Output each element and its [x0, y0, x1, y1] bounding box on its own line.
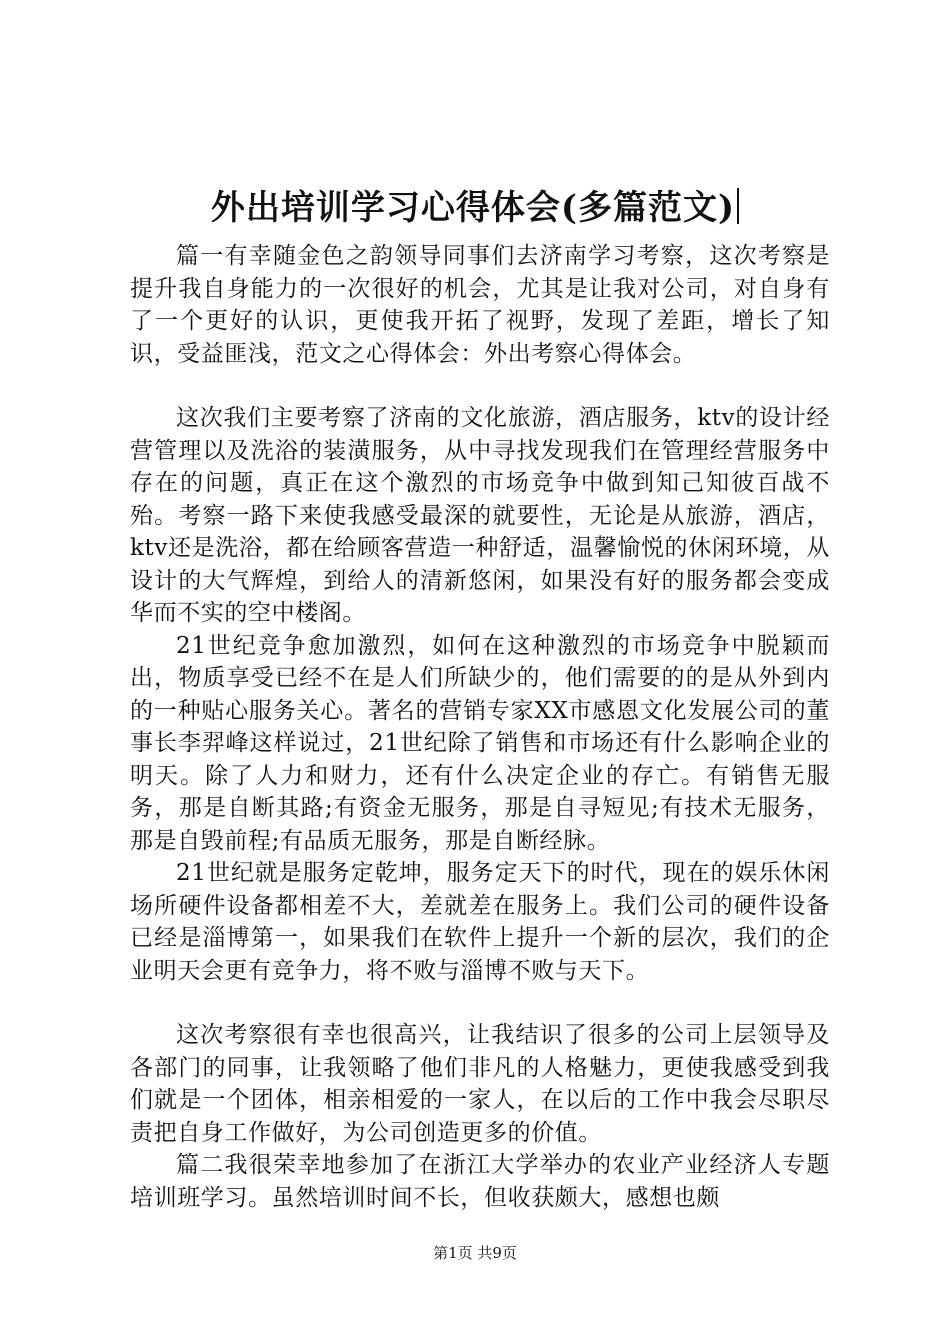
document-title-text: 外出培训学习心得体会(多篇范文): [210, 188, 736, 228]
text-cursor: [737, 188, 739, 224]
document-body: [130, 240, 830, 1214]
paragraph-gap: [130, 370, 830, 402]
page-footer: 第1页 共9页: [433, 1244, 517, 1262]
paragraph-6: 篇二我很荣幸地参加了在浙江大学举办的农业产业经济人专题培训班学习。虽然培训时间不长，但收获颇大，感想也颇: [130, 1152, 830, 1211]
paragraph-5: 这次考察很有幸也很高兴，让我结识了很多的公司上层领导及各部门的同事，让我领略了他们非凡的人格魅力，更使我感受到我们就是一个团体，相亲相爱的一家人，在以后的工作中我会尽职尽责把自身工作做好，为公司创造更多的价值。: [130, 1022, 830, 1146]
paragraph-1: 篇一有幸随金色之韵领导同事们去济南学习考察，这次考察是提升我自身能力的一次很好的机会，尤其是让我对公司，对自身有了一个更好的认识，更使我开拓了视野，发现了差距，增长了知识，受益匪浅，范文之心得体会：外出考察心得体会。: [130, 243, 830, 367]
paragraph-2: 这次我们主要考察了济南的文化旅游，酒店服务，ktv的设计经营管理以及洗浴的装潢服务，从中寻找发现我们在管理经营服务中存在的问题，真正在这个激烈的市场竞争中做到知己知彼百战不殆。考察一路下来使我感受最深的就要性，无论是从旅游，酒店，ktv还是洗浴，都在给顾客营造一种舒适，温馨愉悦的休闲环境，从设计的大气辉煌，到给人的清新悠闲，如果没有好的服务都会变成华而不实的空中楼阁。: [130, 405, 830, 626]
document-title: [0, 186, 950, 230]
paragraph-gap: [130, 987, 830, 1019]
paragraph-3: 21世纪竞争愈加激烈，如何在这种激烈的市场竞争中脱颖而出，物质享受已经不在是人们所缺少的，他们需要的的是从外到内的一种贴心服务关心。著名的营销专家XX市感恩文化发展公司的董事长李羿峰这样说过，21世纪除了销售和市场还有什么影响企业的明天。除了人力和财力，还有什么决定企业的存亡。有销售无服务，那是自断其路;有资金无服务，那是自寻短见;有技术无服务，那是自毁前程;有品质无服务，那是自断经脉。: [130, 632, 830, 854]
paragraph-4: 21世纪就是服务定乾坤，服务定天下的时代，现在的娱乐休闲场所硬件设备都相差不大，差就差在服务上。我们公司的硬件设备已经是淄博第一，如果我们在软件上提升一个新的层次，我们的企业明天会更有竞争力，将不败与淄博不败与天下。: [130, 860, 830, 984]
